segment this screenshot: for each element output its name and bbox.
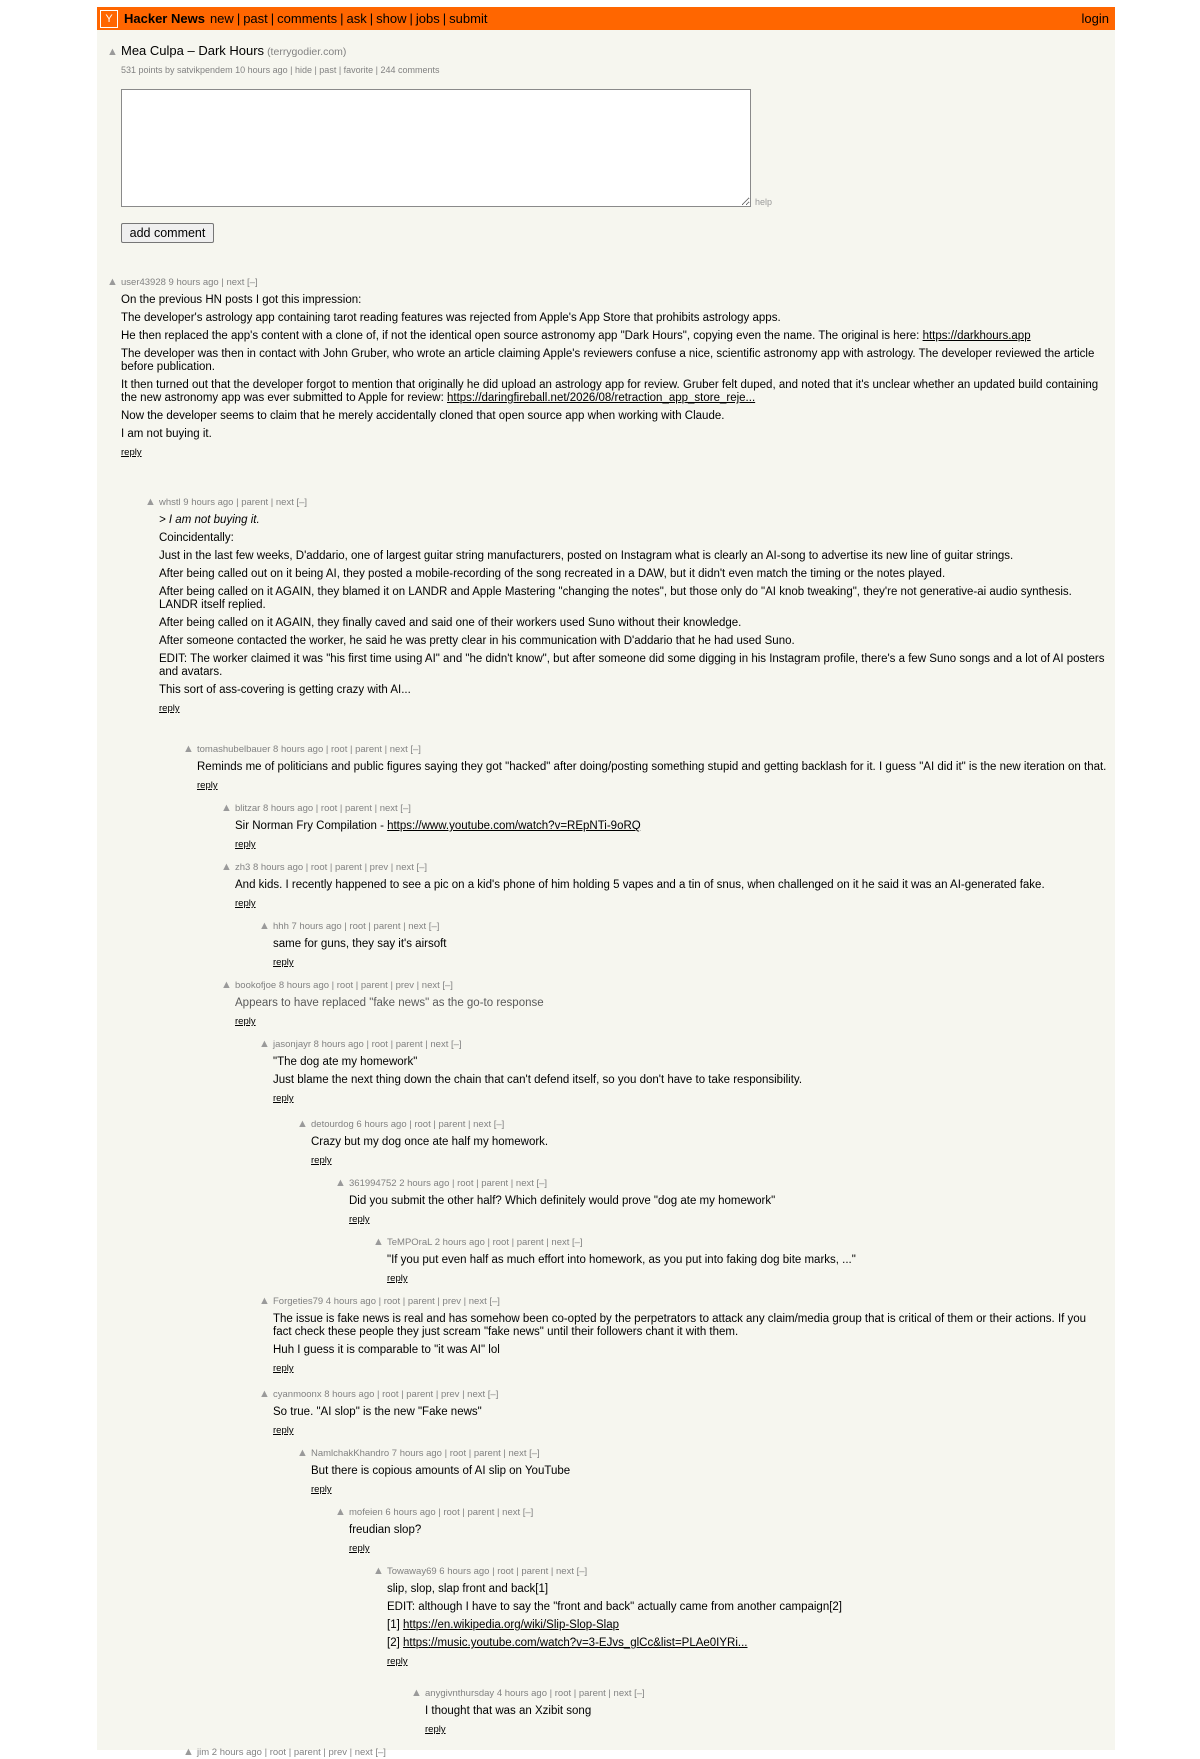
comment-text xyxy=(235,879,1107,892)
story-subtext[interactable]: 531 points by satvikpendem 10 hours ago | hide | past | favorite | 244 comments xyxy=(121,65,440,75)
nav-separator: | xyxy=(442,11,447,26)
comment-paragraph xyxy=(121,428,1107,441)
help-link[interactable]: help xyxy=(755,197,773,207)
comment-paragraph-text: So true. "AI slop" is the new "Fake news" xyxy=(273,1406,482,1418)
comment-paragraph xyxy=(349,1195,1107,1208)
comment xyxy=(335,1506,1107,1556)
comment-paragraph xyxy=(159,514,1107,527)
comment-text xyxy=(311,1465,1107,1478)
nav-link-past[interactable]: past xyxy=(243,11,268,26)
add-comment-button[interactable]: add comment xyxy=(121,223,214,243)
comment-head[interactable]: cyanmoonx 8 hours ago | root | parent | prev | next [–] xyxy=(273,1389,499,1400)
comment-paragraph-text: Crazy but my dog once ate half my homework. xyxy=(311,1136,549,1148)
comment-paragraph xyxy=(159,586,1107,612)
nav-separator: | xyxy=(270,11,275,26)
comment-paragraph xyxy=(273,1056,1107,1069)
comment-text xyxy=(273,1406,1107,1419)
reply-link[interactable]: reply xyxy=(121,447,142,458)
story-domain[interactable]: (terrygodier.com) xyxy=(267,46,347,58)
comment-head[interactable]: user43928 9 hours ago | next [–] xyxy=(121,277,258,288)
comment-paragraph-text: On the previous HN posts I got this impression: xyxy=(121,294,362,306)
reply-link[interactable]: reply xyxy=(197,780,218,791)
comment-text xyxy=(387,1254,1107,1267)
comment-paragraph-text: same for guns, they say it's airsoft xyxy=(273,938,447,950)
comment-paragraph xyxy=(121,294,1107,307)
comment-paragraph xyxy=(159,684,1107,697)
comment xyxy=(107,276,1107,460)
comment xyxy=(411,1687,1107,1737)
comment-head[interactable]: 361994752 2 hours ago | root | parent | next [–] xyxy=(349,1178,548,1189)
upvote-arrow-icon[interactable]: ▲ xyxy=(297,1118,308,1130)
site-name-link[interactable]: Hacker News xyxy=(124,11,205,26)
comment-paragraph-text: Just blame the next thing down the chain that can't defend itself, so you don't have to take responsibility. xyxy=(273,1074,803,1086)
comment-paragraph-text: > I am not buying it. xyxy=(159,514,260,526)
comment-paragraph-text: The developer's astrology app containing tarot reading features was rejected from Apple's App Store that prohibits astrology apps. xyxy=(121,312,781,324)
comment-paragraph xyxy=(159,635,1107,648)
reply-link[interactable]: reply xyxy=(235,898,256,909)
top-bar xyxy=(97,7,1115,30)
comment-paragraph-text: slip, slop, slap front and back[1] xyxy=(387,1583,549,1595)
comment-head[interactable]: jim 2 hours ago | root | parent | prev | next [–] xyxy=(197,1747,386,1758)
comment xyxy=(259,1295,1107,1376)
comment-head[interactable]: whstl 9 hours ago | parent | next [–] xyxy=(159,497,308,508)
nav-link-submit[interactable]: submit xyxy=(449,11,488,26)
comment-paragraph-text: He then replaced the app's content with a clone of, if not the identical open source astronomy app "Dark Hours", copying even the name. The original is here: xyxy=(121,330,923,342)
hn-logo-icon[interactable]: Y xyxy=(100,10,118,28)
comment-paragraph xyxy=(159,617,1107,630)
comment-paragraph xyxy=(425,1705,1107,1718)
comment-paragraph-text: freudian slop? xyxy=(349,1524,422,1536)
comment-paragraph xyxy=(273,938,1107,951)
comment-paragraph-text: Coincidentally: xyxy=(159,532,234,544)
comment-paragraph xyxy=(121,330,1107,343)
reply-link[interactable]: reply xyxy=(273,1093,294,1104)
upvote-arrow-icon[interactable]: ▲ xyxy=(183,743,194,755)
comment-paragraph xyxy=(159,550,1107,563)
upvote-arrow-icon[interactable]: ▲ xyxy=(335,1506,346,1518)
comment-paragraph-text: And kids. I recently happened to see a pic on a kid's phone of him holding 5 vapes and a tin of snus, when challenged on it he said it was an AI-generated fake. xyxy=(235,879,1045,891)
comment-paragraph xyxy=(273,1406,1107,1419)
comment-textarea[interactable] xyxy=(121,89,751,207)
reply-link[interactable]: reply xyxy=(349,1214,370,1225)
comment-paragraph xyxy=(349,1524,1107,1537)
nav-link-jobs[interactable]: jobs xyxy=(415,11,440,26)
reply-link[interactable]: reply xyxy=(311,1155,332,1166)
upvote-arrow-icon[interactable]: ▲ xyxy=(221,979,232,991)
comment-paragraph-text: Now the developer seems to claim that he merely accidentally cloned that open source app when working with Claude. xyxy=(121,410,725,422)
upvote-arrow-icon[interactable]: ▲ xyxy=(107,46,118,58)
reply-link[interactable]: reply xyxy=(387,1656,408,1667)
comment-paragraph xyxy=(121,348,1107,374)
upvote-arrow-icon[interactable]: ▲ xyxy=(411,1687,422,1699)
comment xyxy=(183,1746,1107,1759)
comment-head[interactable]: NamlchakKhandro 7 hours ago | root | parent | next [–] xyxy=(311,1448,540,1459)
comment-head[interactable]: Towaway69 6 hours ago | root | parent | next [–] xyxy=(387,1566,588,1577)
upvote-arrow-icon[interactable]: ▲ xyxy=(221,802,232,814)
comment-paragraph-text: After being called on it AGAIN, they finally caved and said one of their workers used Suno without their knowledge. xyxy=(159,617,742,629)
comment-paragraph xyxy=(159,568,1107,581)
comment-head[interactable]: zh3 8 hours ago | root | parent | prev | next [–] xyxy=(235,862,428,873)
comment-paragraph xyxy=(159,653,1107,679)
login-link[interactable]: login xyxy=(1081,11,1109,26)
reply-link[interactable]: reply xyxy=(235,1016,256,1027)
comment-paragraph-text: The developer was then in contact with John Gruber, who wrote an article claiming Apple's reviewers confuse a nice, scientific astronomy app with astrology. The developer reviewed the article before publication. xyxy=(121,348,1095,373)
comment-link[interactable]: https://darkhours.app xyxy=(922,330,1031,342)
story-title-link[interactable]: Mea Culpa – Dark Hours xyxy=(121,43,265,58)
reply-link[interactable]: reply xyxy=(311,1484,332,1495)
comment-paragraph-text: EDIT: The worker claimed it was "his first time using AI" and "he didn't know", but after someone did some digging in his Instagram profile, there's a few Suno songs and a lot of AI posters and avatars. xyxy=(159,653,1105,678)
comment-paragraph xyxy=(121,312,1107,325)
comment-paragraph xyxy=(387,1583,1107,1596)
comment-paragraph-text: EDIT: although I have to say the "front and back" actually came from another campaign[2] xyxy=(387,1601,842,1613)
comment-paragraph-text: "If you put even half as much effort into homework, as you put into faking dog bite marks, ..." xyxy=(387,1254,856,1266)
upvote-arrow-icon[interactable]: ▲ xyxy=(145,496,156,508)
upvote-arrow-icon[interactable]: ▲ xyxy=(259,1295,270,1307)
comment-text xyxy=(349,1195,1107,1208)
comment-text xyxy=(235,997,1107,1010)
story-title-line xyxy=(121,43,1115,60)
nav-link-comments[interactable]: comments xyxy=(277,11,338,26)
comment-head[interactable]: tomashubelbauer 8 hours ago | root | parent | next [–] xyxy=(197,744,421,755)
comment-paragraph xyxy=(311,1136,1107,1149)
upvote-arrow-icon[interactable]: ▲ xyxy=(183,1746,194,1758)
upvote-arrow-icon[interactable]: ▲ xyxy=(373,1236,384,1248)
comment xyxy=(145,496,1107,716)
comment-paragraph xyxy=(121,379,1107,405)
comment-paragraph-text: This sort of ass-covering is getting crazy with AI... xyxy=(159,684,411,696)
comment-head[interactable]: blitzar 8 hours ago | root | parent | next [–] xyxy=(235,803,411,814)
comment xyxy=(373,1565,1107,1669)
nav-links xyxy=(210,7,488,30)
comment-paragraph-text: After being called on it AGAIN, they blamed it on LANDR and Apple Mastering "changing the notes", but those only do "AI knob tweaking", they're not generative-ai audio synthesis. LANDR itself replied. xyxy=(159,586,1072,611)
upvote-arrow-icon[interactable]: ▲ xyxy=(297,1447,308,1459)
reply-link[interactable]: reply xyxy=(273,1363,294,1374)
comment-paragraph-text: I thought that was an Xzibit song xyxy=(425,1705,592,1717)
comment-text xyxy=(273,1313,1107,1357)
comment xyxy=(221,979,1107,1029)
nav-separator: | xyxy=(409,11,413,26)
comment-paragraph xyxy=(235,879,1107,892)
comment-text xyxy=(349,1524,1107,1537)
comment-head[interactable]: hhh 7 hours ago | root | parent | next [–] xyxy=(273,921,440,932)
comment-text xyxy=(311,1136,1107,1149)
comment-paragraph xyxy=(273,1313,1107,1339)
comment-text xyxy=(387,1583,1107,1650)
upvote-arrow-icon[interactable]: ▲ xyxy=(107,276,118,288)
comment-head[interactable]: TeMPOraL 2 hours ago | root | parent | next [–] xyxy=(387,1237,583,1248)
comment-paragraph-text: Just in the last few weeks, D'addario, one of largest guitar string manufacturers, posted on Instagram what is clearly an AI-song to advertise its new line of guitar strings. xyxy=(159,550,1014,562)
comment-paragraph xyxy=(235,997,1107,1010)
reply-link[interactable]: reply xyxy=(425,1724,446,1735)
nav-separator: | xyxy=(236,11,241,26)
comment-paragraph-text: Reminds me of politicians and public figures saying they got "hacked" after doing/posting something stupid and getting backlash for it. I guess "AI did it" is the new iteration on that. xyxy=(197,761,1107,773)
comment-head[interactable]: detourdog 6 hours ago | root | parent | next [–] xyxy=(311,1119,505,1130)
comment xyxy=(259,920,1107,970)
comment-text xyxy=(273,938,1107,951)
comment-paragraph-text: [1] xyxy=(387,1619,403,1631)
comment-paragraph-text: The issue is fake news is real and has somehow been co-opted by the perpetrators to attack any claim/media group that is critical of them or their actions. If you fact check these people they just scream "fake news" until their followers chant it with them. xyxy=(273,1313,1087,1338)
comment-paragraph xyxy=(387,1601,1107,1614)
upvote-arrow-icon[interactable]: ▲ xyxy=(373,1565,384,1577)
comment-paragraph-text: Did you submit the other half? Which definitely would prove "dog ate my homework" xyxy=(349,1195,776,1207)
comment-head[interactable]: mofeien 6 hours ago | root | parent | next [–] xyxy=(349,1507,534,1518)
comment-paragraph xyxy=(273,1344,1107,1357)
comment-paragraph-text: Appears to have replaced "fake news" as the go-to response xyxy=(235,997,544,1009)
comment-paragraph-text: Sir Norman Fry Compilation - xyxy=(235,820,388,832)
comment-link[interactable]: https://music.youtube.com/watch?v=3-EJvs_glCc&list=PLAe0IYRi... xyxy=(402,1637,748,1649)
comment-head[interactable]: bookofjoe 8 hours ago | root | parent | prev | next [–] xyxy=(235,980,453,991)
comment-paragraph-text: [2] xyxy=(387,1637,403,1649)
comment-paragraph-text: I am not buying it. xyxy=(121,428,212,440)
upvote-arrow-icon[interactable]: ▲ xyxy=(335,1177,346,1189)
comment xyxy=(259,1388,1107,1438)
comment-paragraph xyxy=(159,532,1107,545)
comment-paragraph xyxy=(387,1619,1107,1632)
reply-link[interactable]: reply xyxy=(235,839,256,850)
comment-paragraph-text: Huh I guess it is comparable to "it was AI" lol xyxy=(273,1344,500,1356)
comment xyxy=(183,743,1107,793)
comment-text xyxy=(425,1705,1107,1718)
comment xyxy=(297,1447,1107,1497)
comment-paragraph xyxy=(121,410,1107,423)
reply-link[interactable]: reply xyxy=(349,1543,370,1554)
comment-link[interactable]: https://daringfireball.net/2026/08/retraction_app_store_reje... xyxy=(447,392,756,404)
comment-text xyxy=(273,1056,1107,1087)
comment xyxy=(221,802,1107,852)
comment-paragraph xyxy=(387,1637,1107,1650)
upvote-arrow-icon[interactable]: ▲ xyxy=(259,1038,270,1050)
upvote-arrow-icon[interactable]: ▲ xyxy=(259,1388,270,1400)
comment xyxy=(373,1236,1107,1286)
reply-link[interactable]: reply xyxy=(159,703,180,714)
comment xyxy=(335,1177,1107,1227)
story-header xyxy=(97,43,1115,76)
comment-text xyxy=(235,820,1107,833)
comment-text xyxy=(197,761,1107,774)
comment-text xyxy=(121,294,1107,441)
comment-paragraph xyxy=(311,1465,1107,1478)
nav-separator: | xyxy=(340,11,344,26)
comment-head[interactable]: jasonjayr 8 hours ago | root | parent | next [–] xyxy=(273,1039,462,1050)
comment-paragraph-text: But there is copious amounts of AI slip on YouTube xyxy=(311,1465,571,1477)
comment xyxy=(297,1118,1107,1168)
comment-text xyxy=(159,514,1107,697)
comment-paragraph-text: After being called out on it being AI, they posted a mobile-recording of the song recreated in a DAW, but it didn't even match the timing or the notes played. xyxy=(159,568,946,580)
comment-paragraph xyxy=(235,820,1107,833)
comment-head[interactable]: anygivnthursday 4 hours ago | root | parent | next [–] xyxy=(425,1688,645,1699)
reply-link[interactable]: reply xyxy=(387,1273,408,1284)
comment-link[interactable]: https://www.youtube.com/watch?v=REpNTi-9oRQ xyxy=(387,820,641,832)
comment xyxy=(221,861,1107,911)
comment-paragraph xyxy=(273,1074,1107,1087)
reply-link[interactable]: reply xyxy=(273,957,294,968)
reply-link[interactable]: reply xyxy=(273,1425,294,1436)
nav-link-show[interactable]: show xyxy=(376,11,407,26)
comment-head[interactable]: Forgeties79 4 hours ago | root | parent | prev | next [–] xyxy=(273,1296,500,1307)
comment-paragraph-text: "The dog ate my homework" xyxy=(273,1056,418,1068)
nav-separator: | xyxy=(369,11,374,26)
comment xyxy=(259,1038,1107,1106)
nav-link-ask[interactable]: ask xyxy=(346,11,367,26)
upvote-arrow-icon[interactable]: ▲ xyxy=(259,920,270,932)
comment-link[interactable]: https://en.wikipedia.org/wiki/Slip-Slop-Slap xyxy=(402,1619,620,1631)
comment-paragraph xyxy=(197,761,1107,774)
upvote-arrow-icon[interactable]: ▲ xyxy=(221,861,232,873)
comment-paragraph-text: After someone contacted the worker, he said he was pretty clear in his communication with D'addario that he had used Suno. xyxy=(159,635,795,647)
comment-paragraph xyxy=(387,1254,1107,1267)
nav-link-new[interactable]: new xyxy=(209,11,234,26)
comment-paragraph-text: It then turned out that the developer forgot to mention that originally he did upload an astrology app for review. Gruber felt duped, and noted that it's unclear whether an updated build containing the new astronomy app was ever submitted to Apple for review: xyxy=(121,379,1099,404)
page xyxy=(97,7,1115,1758)
